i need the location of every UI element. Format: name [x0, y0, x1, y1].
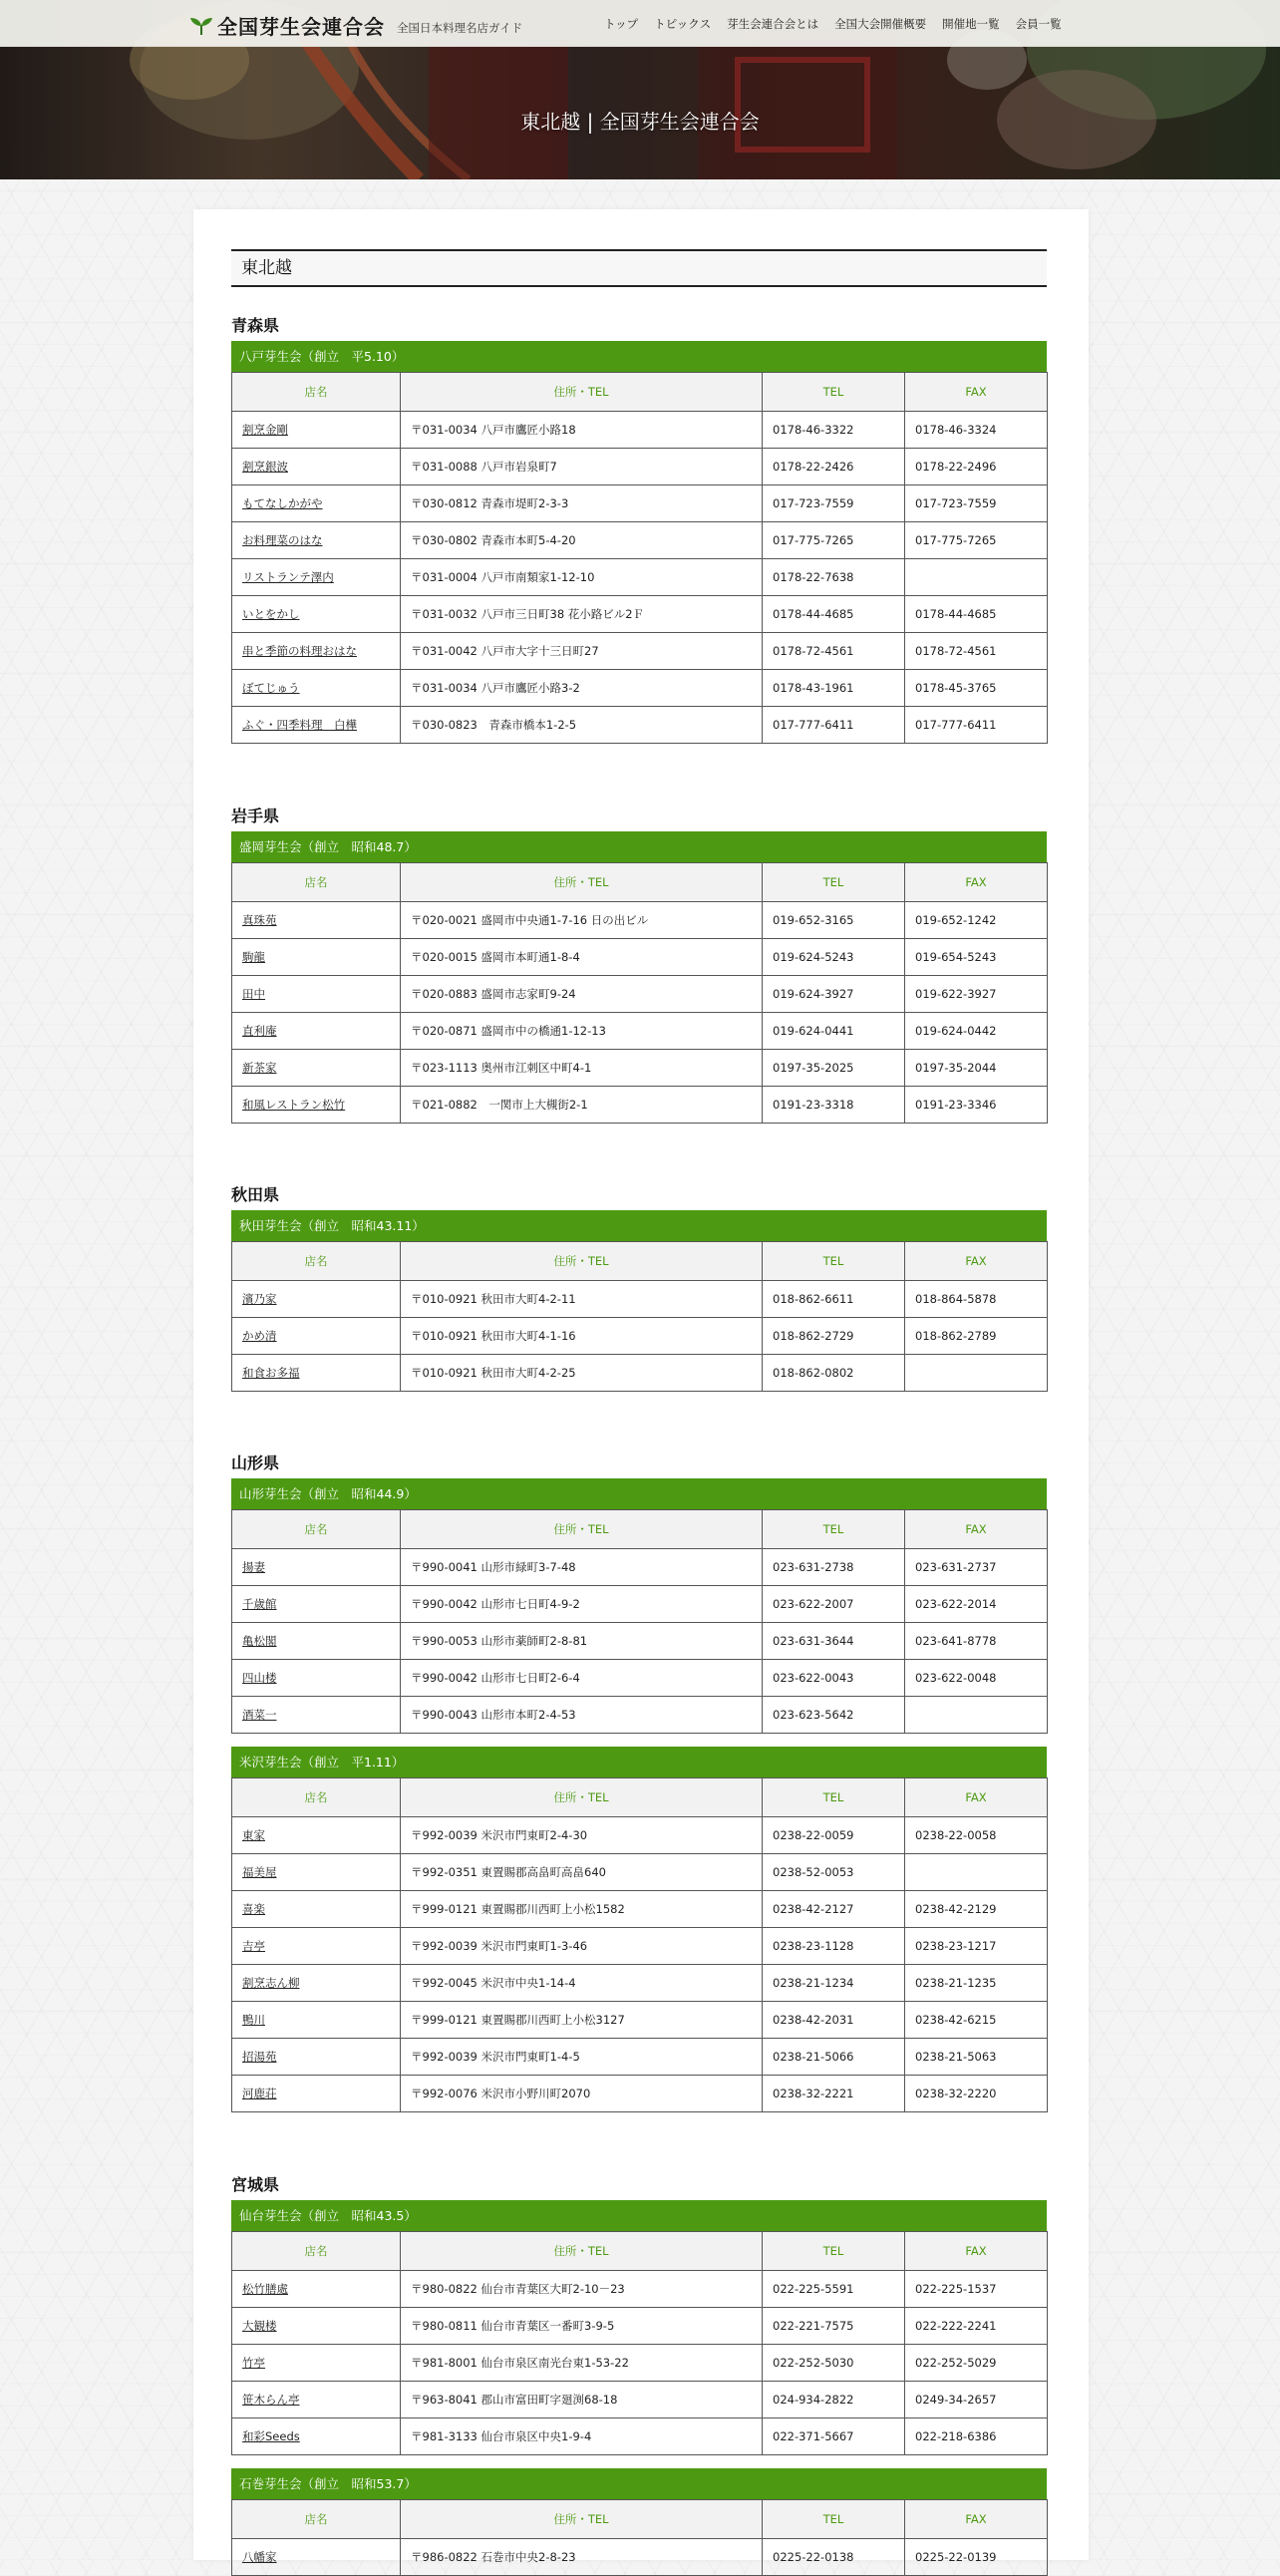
table-row	[232, 1928, 1048, 1965]
shop-name-cell	[232, 633, 401, 670]
table-row	[232, 1013, 1048, 1050]
shop-fax-cell: 0197-35-2044	[905, 1050, 1048, 1087]
shop-tel-cell: 0197-35-2025	[763, 1050, 905, 1087]
shop-address-cell: 〒030-0802 青森市本町5-4-20	[401, 522, 763, 559]
shop-tel-cell: 0225-22-0138	[763, 2539, 905, 2576]
shop-name-link[interactable]: 駒龍	[242, 950, 265, 964]
club-header: 仙台芽生会（創立 昭和43.5）	[231, 2200, 1047, 2231]
shop-name-link[interactable]: 福美屋	[242, 1865, 277, 1879]
shop-fax-cell: 023-641-8778	[905, 1623, 1048, 1660]
logo-subtitle: 全国日本料理名店ガイド	[397, 20, 523, 35]
shop-tel-cell: 019-624-5243	[763, 939, 905, 976]
page-title: 東北越	[231, 249, 1047, 287]
shop-fax-cell	[905, 1697, 1048, 1734]
shop-address-cell: 〒980-0822 仙台市青葉区大町2-10－23	[401, 2271, 763, 2308]
shop-address-cell: 〒992-0039 米沢市門東町2-4-30	[401, 1817, 763, 1854]
col-header-name: 店名	[232, 1510, 401, 1549]
col-header-address: 住所・TEL	[401, 863, 763, 902]
shop-name-link[interactable]: もてなしかがや	[242, 496, 323, 510]
shop-fax-cell: 022-222-2241	[905, 2308, 1048, 2345]
shop-name-cell	[232, 902, 401, 939]
col-header-tel: TEL	[763, 1778, 905, 1817]
shop-name-link[interactable]: 酒菜一	[242, 1708, 277, 1722]
shop-name-cell	[232, 707, 401, 744]
col-header-tel: TEL	[763, 373, 905, 412]
shop-name-link[interactable]: 真珠苑	[242, 913, 277, 927]
col-header-name: 店名	[232, 863, 401, 902]
table-row	[232, 522, 1048, 559]
shop-name-link[interactable]: 和食お多福	[242, 1366, 300, 1380]
shop-fax-cell: 019-624-0442	[905, 1013, 1048, 1050]
col-header-name: 店名	[232, 2500, 401, 2539]
shop-name-link[interactable]: 四山楼	[242, 1671, 277, 1685]
shop-name-cell	[232, 1660, 401, 1697]
shop-fax-cell: 0178-22-2496	[905, 449, 1048, 485]
shop-fax-cell	[905, 559, 1048, 596]
site-header	[0, 0, 1280, 47]
shop-address-cell: 〒980-0811 仙台市青葉区一番町3-9-5	[401, 2308, 763, 2345]
col-header-tel: TEL	[763, 2232, 905, 2271]
site-logo[interactable]	[189, 11, 522, 40]
shop-address-cell: 〒023-1113 奥州市江刺区中町4-1	[401, 1050, 763, 1087]
table-row	[232, 976, 1048, 1013]
table-header-row	[232, 2232, 1048, 2271]
shop-address-cell: 〒981-8001 仙台市泉区南光台東1-53-22	[401, 2345, 763, 2382]
col-header-address: 住所・TEL	[401, 1778, 763, 1817]
table-row	[232, 1623, 1048, 1660]
shop-address-cell: 〒992-0045 米沢市中央1-14-4	[401, 1965, 763, 2002]
table-row	[232, 1854, 1048, 1891]
col-header-fax: FAX	[905, 863, 1048, 902]
club-header: 秋田芽生会（創立 昭和43.11）	[231, 1210, 1047, 1241]
shop-fax-cell: 023-622-0048	[905, 1660, 1048, 1697]
shop-tel-cell: 0178-22-7638	[763, 559, 905, 596]
nav-members[interactable]: 会員一覧	[1015, 17, 1062, 31]
col-header-tel: TEL	[763, 2500, 905, 2539]
shop-name-link[interactable]: 八幡家	[242, 2550, 277, 2564]
shop-name-link[interactable]: 割烹金剛	[242, 423, 288, 437]
shop-name-cell	[232, 1586, 401, 1623]
shop-name-cell	[232, 1318, 401, 1355]
col-header-fax: FAX	[905, 1778, 1048, 1817]
shop-name-link[interactable]: 濱乃家	[242, 1292, 277, 1306]
col-header-tel: TEL	[763, 863, 905, 902]
shop-address-cell: 〒031-0042 八戸市大字十三日町27	[401, 633, 763, 670]
table-header-row	[232, 863, 1048, 902]
table-header-row	[232, 1242, 1048, 1281]
table-header-row	[232, 373, 1048, 412]
shop-name-cell	[232, 976, 401, 1013]
table-row	[232, 449, 1048, 485]
shop-fax-cell: 0238-42-6215	[905, 2002, 1048, 2039]
shop-name-cell	[232, 1817, 401, 1854]
shop-address-cell: 〒010-0921 秋田市大町4-1-16	[401, 1318, 763, 1355]
shop-name-link[interactable]: 鴨川	[242, 2013, 265, 2027]
table-row	[232, 1549, 1048, 1586]
shop-name-cell	[232, 1928, 401, 1965]
shop-name-cell	[232, 1013, 401, 1050]
shop-address-cell: 〒020-0021 盛岡市中央通1-7-16 日の出ビル	[401, 902, 763, 939]
shop-tel-cell: 019-624-0441	[763, 1013, 905, 1050]
table-row	[232, 1697, 1048, 1734]
table-row	[232, 485, 1048, 522]
shop-tel-cell: 017-723-7559	[763, 485, 905, 522]
shop-address-cell: 〒992-0076 米沢市小野川町2070	[401, 2076, 763, 2112]
nav-convention[interactable]: 全国大会開催概要	[834, 17, 927, 31]
nav-top[interactable]: トップ	[604, 17, 639, 31]
table-row	[232, 1586, 1048, 1623]
shop-table	[231, 372, 1048, 744]
shop-fax-cell: 022-218-6386	[905, 2418, 1048, 2455]
col-header-name: 店名	[232, 1778, 401, 1817]
shop-fax-cell: 0191-23-3346	[905, 1087, 1048, 1124]
shop-tel-cell: 017-775-7265	[763, 522, 905, 559]
shop-name-cell	[232, 2539, 401, 2576]
shop-name-cell	[232, 559, 401, 596]
shop-name-link[interactable]: 田中	[242, 987, 265, 1001]
shop-address-cell: 〒031-0004 八戸市南類家1-12-10	[401, 559, 763, 596]
shop-tel-cell: 0178-44-4685	[763, 596, 905, 633]
prefecture-heading: 山形県	[231, 1453, 280, 1472]
shop-tel-cell: 019-652-3165	[763, 902, 905, 939]
table-row	[232, 1050, 1048, 1087]
shop-table	[231, 1509, 1048, 1734]
col-header-tel: TEL	[763, 1242, 905, 1281]
shop-tel-cell: 0238-52-0053	[763, 1854, 905, 1891]
table-row	[232, 1355, 1048, 1392]
table-row	[232, 939, 1048, 976]
shop-name-cell	[232, 1891, 401, 1928]
shop-name-cell	[232, 412, 401, 449]
shop-fax-cell: 022-225-1537	[905, 2271, 1048, 2308]
shop-address-cell: 〒999-0121 東置賜郡川西町上小松3127	[401, 2002, 763, 2039]
table-row	[232, 1660, 1048, 1697]
prefecture-heading: 岩手県	[231, 806, 280, 825]
shop-name-cell	[232, 485, 401, 522]
shop-name-link[interactable]: 和風レストラン松竹	[242, 1098, 346, 1112]
shop-name-link[interactable]: 大観楼	[242, 2319, 277, 2333]
table-header-row	[232, 1778, 1048, 1817]
shop-name-cell	[232, 939, 401, 976]
shop-fax-cell: 0238-42-2129	[905, 1891, 1048, 1928]
shop-name-link[interactable]: お料理菜のはな	[242, 533, 323, 547]
club-header: 盛岡芽生会（創立 昭和48.7）	[231, 831, 1047, 862]
shop-fax-cell: 018-862-2789	[905, 1318, 1048, 1355]
shop-tel-cell: 023-623-5642	[763, 1697, 905, 1734]
shop-table	[231, 1241, 1048, 1392]
shop-name-link[interactable]: 東家	[242, 1828, 265, 1842]
shop-name-link[interactable]: 喜楽	[242, 1902, 265, 1916]
shop-tel-cell: 0238-42-2127	[763, 1891, 905, 1928]
table-row	[232, 1281, 1048, 1318]
shop-name-cell	[232, 2076, 401, 2112]
col-header-fax: FAX	[905, 373, 1048, 412]
shop-name-cell	[232, 449, 401, 485]
col-header-address: 住所・TEL	[401, 373, 763, 412]
shop-fax-cell: 0238-22-0058	[905, 1817, 1048, 1854]
col-header-tel: TEL	[763, 1510, 905, 1549]
shop-tel-cell: 0191-23-3318	[763, 1087, 905, 1124]
shop-name-cell	[232, 596, 401, 633]
shop-address-cell: 〒992-0351 東置賜郡高畠町高畠640	[401, 1854, 763, 1891]
shop-address-cell: 〒020-0871 盛岡市中の橋通1-12-13	[401, 1013, 763, 1050]
nav-about[interactable]: 芽生会連合会とは	[727, 17, 819, 31]
col-header-address: 住所・TEL	[401, 2232, 763, 2271]
table-row	[232, 2308, 1048, 2345]
shop-name-cell	[232, 2382, 401, 2418]
shop-fax-cell: 0238-21-1235	[905, 1965, 1048, 2002]
shop-tel-cell: 018-862-6611	[763, 1281, 905, 1318]
club-header: 山形芽生会（創立 昭和44.9）	[231, 1478, 1047, 1509]
shop-address-cell: 〒990-0041 山形市緑町3-7-48	[401, 1549, 763, 1586]
shop-fax-cell	[905, 1355, 1048, 1392]
shop-fax-cell: 0178-72-4561	[905, 633, 1048, 670]
shop-name-cell	[232, 1965, 401, 2002]
shop-address-cell: 〒992-0039 米沢市門東町1-4-5	[401, 2039, 763, 2076]
shop-tel-cell: 024-934-2822	[763, 2382, 905, 2418]
shop-tel-cell: 0238-21-1234	[763, 1965, 905, 2002]
shop-name-cell	[232, 1854, 401, 1891]
shop-address-cell: 〒021-0882 一関市上大槻街2-1	[401, 1087, 763, 1124]
shop-table	[231, 2499, 1048, 2576]
shop-fax-cell: 0178-44-4685	[905, 596, 1048, 633]
shop-fax-cell: 019-652-1242	[905, 902, 1048, 939]
shop-fax-cell: 022-252-5029	[905, 2345, 1048, 2382]
club-header: 米沢芽生会（創立 平1.11）	[231, 1747, 1047, 1777]
shop-tel-cell: 0238-42-2031	[763, 2002, 905, 2039]
table-row	[232, 1817, 1048, 1854]
shop-name-cell	[232, 1355, 401, 1392]
table-row	[232, 1965, 1048, 2002]
shop-name-link[interactable]: かめ清	[242, 1329, 277, 1343]
shop-name-cell	[232, 1549, 401, 1586]
table-row	[232, 1087, 1048, 1124]
shop-fax-cell: 019-654-5243	[905, 939, 1048, 976]
shop-name-link[interactable]: 亀松閣	[242, 1634, 277, 1648]
prefecture-heading: 宮城県	[231, 2175, 280, 2194]
shop-name-link[interactable]: 招湯苑	[242, 2050, 277, 2064]
shop-address-cell: 〒990-0042 山形市七日町2-6-4	[401, 1660, 763, 1697]
shop-address-cell: 〒031-0034 八戸市鷹匠小路3-2	[401, 670, 763, 707]
shop-name-link[interactable]: 千歳館	[242, 1597, 277, 1611]
nav-venues[interactable]: 開催地一覧	[942, 17, 1000, 31]
col-header-name: 店名	[232, 2232, 401, 2271]
prefecture-heading: 青森県	[231, 316, 280, 335]
shop-name-link[interactable]: 直利庵	[242, 1024, 277, 1038]
shop-fax-cell: 017-777-6411	[905, 707, 1048, 744]
shop-table	[231, 862, 1048, 1124]
shop-fax-cell: 023-631-2737	[905, 1549, 1048, 1586]
table-row	[232, 2076, 1048, 2112]
shop-name-link[interactable]: ふぐ・四季料理 白樺	[242, 718, 357, 732]
club-header: 石巻芽生会（創立 昭和53.7）	[231, 2468, 1047, 2499]
col-header-name: 店名	[232, 1242, 401, 1281]
shop-tel-cell: 022-225-5591	[763, 2271, 905, 2308]
table-row	[232, 559, 1048, 596]
shop-fax-cell: 0225-22-0139	[905, 2539, 1048, 2576]
shop-address-cell: 〒020-0883 盛岡市志家町9-24	[401, 976, 763, 1013]
shop-name-cell	[232, 1050, 401, 1087]
table-row	[232, 2382, 1048, 2418]
shop-name-link[interactable]: 河鹿荘	[242, 2087, 277, 2100]
shop-name-link[interactable]: 竹亭	[242, 2356, 265, 2370]
shop-tel-cell: 023-622-2007	[763, 1586, 905, 1623]
table-row	[232, 412, 1048, 449]
shop-fax-cell: 0238-21-5063	[905, 2039, 1048, 2076]
shop-address-cell: 〒010-0921 秋田市大町4-2-11	[401, 1281, 763, 1318]
shop-fax-cell: 0238-32-2220	[905, 2076, 1048, 2112]
shop-name-cell	[232, 670, 401, 707]
shop-address-cell: 〒990-0043 山形市本町2-4-53	[401, 1697, 763, 1734]
shop-address-cell: 〒986-0822 石巻市中央2-8-23	[401, 2539, 763, 2576]
table-row	[232, 2539, 1048, 2576]
shop-address-cell: 〒992-0039 米沢市門東町1-3-46	[401, 1928, 763, 1965]
table-row	[232, 596, 1048, 633]
shop-address-cell: 〒981-3133 仙台市泉区中央1-9-4	[401, 2418, 763, 2455]
shop-address-cell: 〒963-8041 郡山市富田町字廻渕68-18	[401, 2382, 763, 2418]
shop-tel-cell: 023-631-2738	[763, 1549, 905, 1586]
shop-name-link[interactable]: 新茶家	[242, 1061, 277, 1075]
table-row	[232, 670, 1048, 707]
col-header-address: 住所・TEL	[401, 1510, 763, 1549]
shop-name-cell	[232, 1697, 401, 1734]
shop-fax-cell	[905, 1854, 1048, 1891]
col-header-fax: FAX	[905, 2500, 1048, 2539]
shop-fax-cell: 0249-34-2657	[905, 2382, 1048, 2418]
col-header-address: 住所・TEL	[401, 2500, 763, 2539]
shop-name-cell	[232, 1087, 401, 1124]
shop-name-link[interactable]: 松竹膳處	[242, 2282, 288, 2296]
shop-name-cell	[232, 2418, 401, 2455]
col-header-address: 住所・TEL	[401, 1242, 763, 1281]
table-row	[232, 633, 1048, 670]
table-row	[232, 2271, 1048, 2308]
shop-tel-cell: 022-252-5030	[763, 2345, 905, 2382]
shop-name-cell	[232, 1281, 401, 1318]
shop-name-cell	[232, 2308, 401, 2345]
shop-table	[231, 1777, 1048, 2112]
col-header-fax: FAX	[905, 2232, 1048, 2271]
shop-tel-cell: 0238-23-1128	[763, 1928, 905, 1965]
col-header-fax: FAX	[905, 1510, 1048, 1549]
shop-tel-cell: 019-624-3927	[763, 976, 905, 1013]
shop-name-cell	[232, 2002, 401, 2039]
shop-tel-cell: 023-631-3644	[763, 1623, 905, 1660]
table-row	[232, 2002, 1048, 2039]
shop-tel-cell: 0178-46-3322	[763, 412, 905, 449]
shop-address-cell: 〒010-0921 秋田市大町4-2-25	[401, 1355, 763, 1392]
col-header-name: 店名	[232, 373, 401, 412]
table-row	[232, 2039, 1048, 2076]
shop-tel-cell: 018-862-0802	[763, 1355, 905, 1392]
col-header-fax: FAX	[905, 1242, 1048, 1281]
shop-name-link[interactable]: 割烹志ん柳	[242, 1976, 300, 1990]
shop-name-link[interactable]: いとをかし	[242, 607, 300, 621]
shop-name-cell	[232, 1623, 401, 1660]
shop-fax-cell: 0178-45-3765	[905, 670, 1048, 707]
table-row	[232, 1318, 1048, 1355]
shop-tel-cell: 0238-32-2221	[763, 2076, 905, 2112]
shop-tel-cell: 0178-72-4561	[763, 633, 905, 670]
shop-tel-cell: 0238-22-0059	[763, 1817, 905, 1854]
prefecture-heading: 秋田県	[231, 1185, 280, 1204]
shop-table	[231, 2231, 1048, 2455]
shop-fax-cell: 018-864-5878	[905, 1281, 1048, 1318]
shop-name-link[interactable]: 割烹銀波	[242, 460, 288, 474]
shop-fax-cell: 0238-23-1217	[905, 1928, 1048, 1965]
shop-name-link[interactable]: 吉亭	[242, 1939, 265, 1953]
shop-name-link[interactable]: リストランテ澤内	[242, 570, 334, 584]
shop-tel-cell: 0178-43-1961	[763, 670, 905, 707]
shop-tel-cell: 023-622-0043	[763, 1660, 905, 1697]
shop-tel-cell: 017-777-6411	[763, 707, 905, 744]
table-header-row	[232, 2500, 1048, 2539]
shop-name-cell	[232, 2271, 401, 2308]
hero-title: 東北越 | 全国芽生会連合会	[520, 110, 760, 134]
table-row	[232, 1891, 1048, 1928]
shop-name-cell	[232, 2039, 401, 2076]
shop-name-link[interactable]: 串と季節の料理おはな	[242, 644, 357, 658]
shop-address-cell: 〒999-0121 東置賜郡川西町上小松1582	[401, 1891, 763, 1928]
table-row	[232, 902, 1048, 939]
shop-address-cell: 〒030-0823 青森市橋本1-2-5	[401, 707, 763, 744]
content-card	[193, 209, 1089, 2564]
shop-name-link[interactable]: 笹木らん亭	[242, 2393, 300, 2407]
shop-name-cell	[232, 522, 401, 559]
shop-address-cell: 〒031-0034 八戸市鷹匠小路18	[401, 412, 763, 449]
shop-tel-cell: 018-862-2729	[763, 1318, 905, 1355]
table-row	[232, 707, 1048, 744]
shop-address-cell: 〒990-0053 山形市薬師町2-8-81	[401, 1623, 763, 1660]
shop-name-cell	[232, 2345, 401, 2382]
shop-address-cell: 〒030-0812 青森市堤町2-3-3	[401, 485, 763, 522]
sprout-logo-icon	[189, 16, 213, 36]
shop-tel-cell: 0238-21-5066	[763, 2039, 905, 2076]
table-header-row	[232, 1510, 1048, 1549]
shop-name-link[interactable]: ぼてじゅう	[242, 681, 300, 695]
shop-fax-cell: 019-622-3927	[905, 976, 1048, 1013]
shop-address-cell: 〒020-0015 盛岡市本町通1-8-4	[401, 939, 763, 976]
shop-fax-cell: 017-775-7265	[905, 522, 1048, 559]
main-nav	[604, 16, 1078, 32]
shop-fax-cell: 017-723-7559	[905, 485, 1048, 522]
shop-name-link[interactable]: 揚妻	[242, 1560, 265, 1574]
logo-name: 全国芽生会連合会	[217, 15, 385, 39]
shop-tel-cell: 022-371-5667	[763, 2418, 905, 2455]
table-row	[232, 2418, 1048, 2455]
table-row	[232, 2345, 1048, 2382]
club-header: 八戸芽生会（創立 平5.10）	[231, 341, 1047, 372]
shop-name-link[interactable]: 和彩Seeds	[242, 2429, 300, 2443]
shop-address-cell: 〒031-0032 八戸市三日町38 花小路ビル2Ｆ	[401, 596, 763, 633]
shop-address-cell: 〒031-0088 八戸市岩泉町7	[401, 449, 763, 485]
shop-fax-cell: 0178-46-3324	[905, 412, 1048, 449]
shop-address-cell: 〒990-0042 山形市七日町4-9-2	[401, 1586, 763, 1623]
shop-tel-cell: 022-221-7575	[763, 2308, 905, 2345]
nav-topics[interactable]: トピックス	[654, 17, 712, 31]
shop-tel-cell: 0178-22-2426	[763, 449, 905, 485]
shop-fax-cell: 023-622-2014	[905, 1586, 1048, 1623]
